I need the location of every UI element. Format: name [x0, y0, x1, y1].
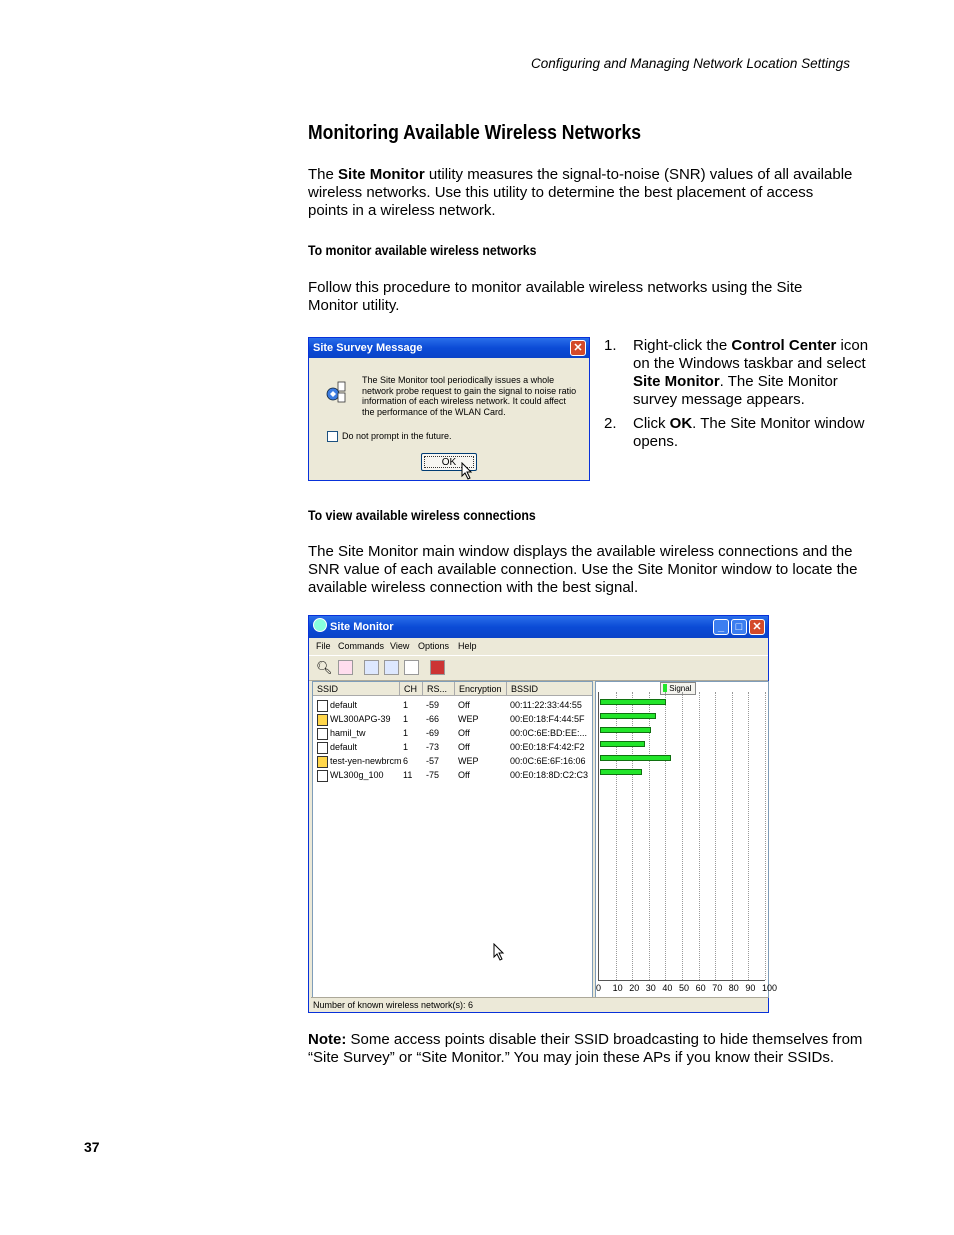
cell-bssid: 00:E0:18:F4:44:5F	[510, 714, 585, 724]
signal-bar	[600, 755, 671, 761]
page-number: 37	[84, 1139, 100, 1155]
menu-bar	[309, 638, 768, 654]
network-icon	[317, 742, 328, 754]
section-title: Monitoring Available Wireless Networks	[308, 122, 642, 144]
table-row[interactable]	[313, 740, 592, 754]
x-tick-label: 70	[712, 983, 723, 993]
x-tick-label: 100	[762, 983, 778, 993]
app-icon	[313, 618, 327, 632]
signal-bar	[600, 741, 645, 747]
signal-bar	[600, 727, 651, 733]
dialog-titlebar	[309, 338, 589, 358]
do-not-prompt-checkbox[interactable]	[327, 431, 338, 442]
gridline	[748, 692, 749, 980]
doc-red-icon[interactable]	[384, 660, 399, 675]
cell-rs: -66	[426, 714, 440, 724]
cell-ch: 6	[403, 756, 409, 766]
cell-enc: Off	[458, 728, 470, 738]
doc-blue-icon[interactable]	[364, 660, 379, 675]
ok-label: OK	[424, 456, 474, 468]
x-tick-label: 60	[695, 983, 706, 993]
monitor-titlebar	[309, 616, 768, 638]
cell-rs: -69	[426, 728, 440, 738]
signal-bar	[600, 769, 642, 775]
subheading-view: To view available wireless connections	[308, 507, 536, 523]
x-tick-label: 50	[679, 983, 690, 993]
network-icon	[317, 700, 328, 712]
intro-paragraph: The Site Monitor utility measures the signal-to-noise (SNR) values of all available wireless networks. Use this utility to determine the best placement of access points in a wireless network.	[308, 166, 853, 219]
signal-bar	[600, 713, 656, 719]
monitor-title: Site Monitor	[330, 621, 394, 633]
search-icon[interactable]: 🔍︎	[316, 660, 333, 675]
cell-ssid: WL300APG-39	[330, 714, 391, 724]
status-bar: Number of known wireless network(s): 6	[311, 997, 768, 1012]
step-1: 1. Right-click the Control Center icon on the Windows taskbar and select Site Monitor. The Site Monitor survey message appears.	[604, 337, 869, 408]
site-survey-dialog	[308, 337, 590, 481]
x-tick-label: 40	[662, 983, 673, 993]
menu-file[interactable]: File	[316, 641, 331, 651]
cell-enc: Off	[458, 770, 470, 780]
maximize-icon[interactable]: □	[731, 619, 747, 635]
cell-ssid: default	[330, 700, 358, 710]
legend-label: Signal	[669, 684, 692, 693]
cell-ssid: test-yen-newbrcm	[330, 756, 402, 766]
network-icon	[317, 770, 328, 782]
x-tick-label: 10	[612, 983, 623, 993]
x-axis-ticks	[596, 983, 778, 995]
cell-bssid: 00:0C:6E:BD:EE:...	[510, 728, 588, 738]
table-row[interactable]	[313, 754, 592, 768]
plot-area	[598, 692, 765, 981]
col-ssid[interactable]: SSID	[313, 682, 400, 696]
checkbox-label: Do not prompt in the future.	[342, 431, 452, 441]
cell-ch: 1	[403, 728, 409, 738]
note-paragraph: Note: Some access points disable their SSID broadcasting to hide themselves from “Site Survey” or “Site Monitor.” You may join these APs if you know their SSIDs.	[308, 1031, 863, 1066]
cell-rs: -75	[426, 770, 440, 780]
cell-enc: WEP	[458, 714, 479, 724]
step-2: 2. Click OK. The Site Monitor window opens.	[604, 415, 865, 450]
menu-view[interactable]: View	[390, 641, 410, 651]
cell-enc: Off	[458, 742, 470, 752]
cell-bssid: 00:E0:18:8D:C2:C3	[510, 770, 589, 780]
col-ch[interactable]: CH	[400, 682, 423, 696]
running-header: Configuring and Managing Network Location Settings	[531, 56, 850, 71]
dialog-message: The Site Monitor tool periodically issues a whole network probe request to gain the signal to noise ratio information of each wireless network. It could affect the performance of the WLAN Card.	[362, 375, 577, 417]
subheading-monitor: To monitor available wireless networks	[308, 242, 537, 258]
mouse-pointer-icon	[493, 943, 505, 966]
gridline	[649, 692, 650, 980]
cell-ch: 1	[403, 700, 409, 710]
col-rssi[interactable]: RS...	[423, 682, 455, 696]
cell-bssid: 00:11:22:33:44:55	[510, 700, 582, 710]
site-monitor-window	[308, 615, 778, 1013]
gridline	[765, 692, 766, 980]
mouse-pointer-icon	[461, 462, 473, 485]
close-icon[interactable]: ✕	[570, 340, 586, 356]
book-icon[interactable]	[430, 660, 445, 675]
legend-swatch	[663, 684, 667, 692]
cell-ssid: default	[330, 742, 358, 752]
locked-network-icon	[317, 756, 328, 768]
close-icon[interactable]: ✕	[749, 619, 765, 635]
toolbar	[309, 655, 768, 681]
gridline	[699, 692, 700, 980]
x-tick-label: 0	[596, 983, 602, 993]
cell-rs: -59	[426, 700, 440, 710]
table-row[interactable]	[313, 726, 592, 740]
cell-rs: -57	[426, 756, 440, 766]
x-tick-label: 20	[629, 983, 640, 993]
cell-bssid: 00:0C:6E:6F:16:06	[510, 756, 586, 766]
view-paragraph: The Site Monitor main window displays the available wireless connections and the SNR value of each available connection. Use the Site Monitor window to locate the available wireless connection with the best signal.	[308, 543, 858, 596]
col-bssid[interactable]: BSSID	[507, 682, 592, 696]
menu-help[interactable]: Help	[458, 641, 477, 651]
network-list	[312, 681, 593, 998]
signal-bar	[600, 699, 666, 705]
menu-commands[interactable]: Commands	[338, 641, 385, 651]
network-icon	[317, 728, 328, 740]
cell-ch: 1	[403, 714, 409, 724]
cell-ch: 1	[403, 742, 409, 752]
cell-enc: WEP	[458, 756, 479, 766]
cell-bssid: 00:E0:18:F4:42:F2	[510, 742, 585, 752]
gridline	[665, 692, 666, 980]
cell-rs: -73	[426, 742, 440, 752]
cell-ssid: hamil_tw	[330, 728, 366, 738]
table-row[interactable]	[313, 712, 592, 726]
cell-ch: 11	[403, 770, 413, 780]
gridline	[616, 692, 617, 980]
table-row[interactable]	[313, 768, 592, 782]
x-tick-label: 30	[645, 983, 656, 993]
signal-chart	[595, 681, 778, 998]
col-encryption[interactable]: Encryption	[455, 682, 507, 696]
gridline	[632, 692, 633, 980]
menu-options[interactable]: Options	[418, 641, 450, 651]
dialog-title: Site Survey Message	[313, 342, 423, 354]
gridline	[682, 692, 683, 980]
cell-ssid: WL300g_100	[330, 770, 384, 780]
locked-network-icon	[317, 714, 328, 726]
minimize-icon[interactable]: _	[713, 619, 729, 635]
procedure-paragraph: Follow this procedure to monitor available wireless networks using the Site Monitor utility.	[308, 279, 803, 314]
probe-icon	[325, 378, 347, 404]
x-tick-label: 80	[728, 983, 739, 993]
chart-icon[interactable]	[338, 660, 353, 675]
cell-enc: Off	[458, 700, 470, 710]
gridline	[715, 692, 716, 980]
x-tick-label: 90	[745, 983, 756, 993]
table-row[interactable]	[313, 698, 592, 712]
gridline	[732, 692, 733, 980]
doc-x-icon[interactable]	[404, 660, 419, 675]
